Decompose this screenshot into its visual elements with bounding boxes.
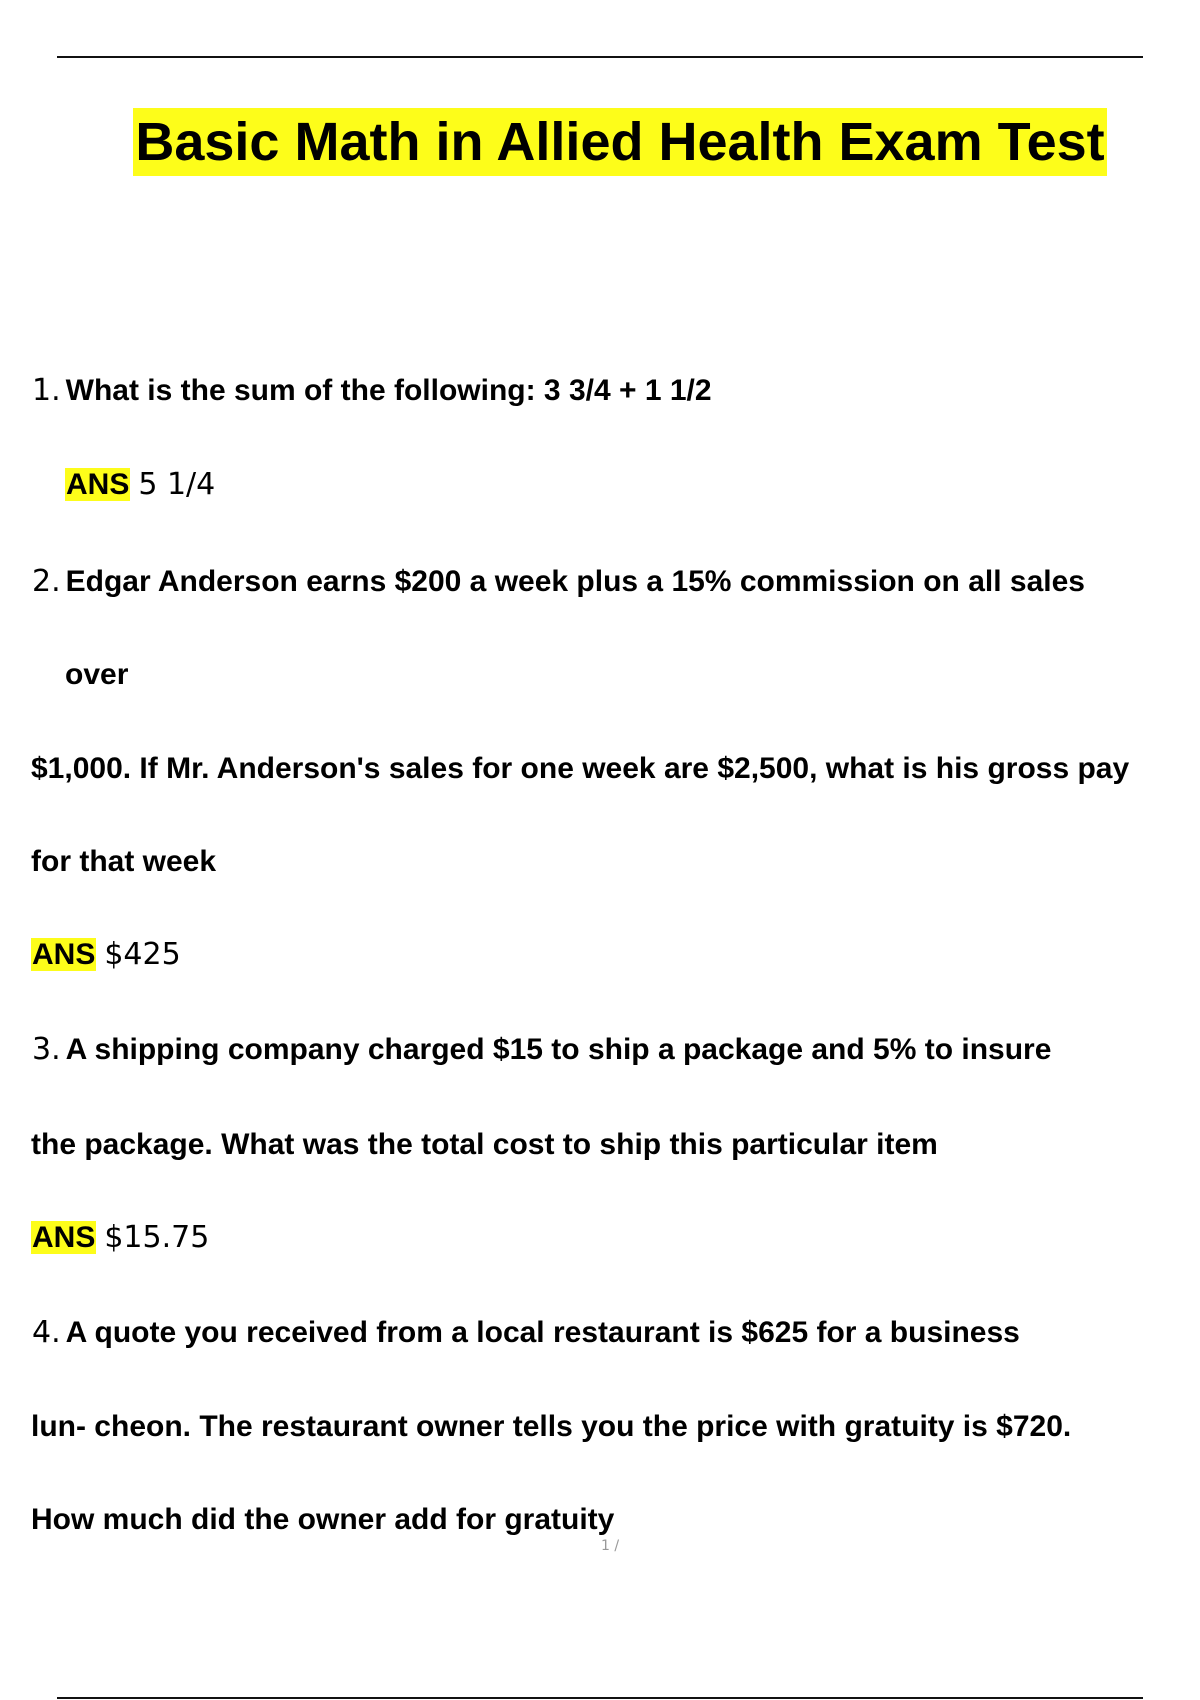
answer-3 — [31, 1220, 209, 1256]
question-2 — [32, 564, 1085, 600]
answer-1-label: ANS — [66, 468, 130, 501]
question-4-line-2: lun- cheon. The restaurant owner tells you the price with gratuity is $720. — [31, 1410, 1072, 1443]
question-3-number: 3. — [32, 1032, 61, 1067]
answer-1 — [65, 467, 215, 503]
question-4-line-1: A quote you received from a local restaurant is $625 for a business — [65, 1316, 1020, 1349]
question-3-line-2: the package. What was the total cost to ship this particular item — [31, 1128, 938, 1161]
question-4-number: 4. — [32, 1315, 61, 1350]
question-4-line-3: How much did the owner add for gratuity — [31, 1503, 615, 1536]
answer-2-label: ANS — [32, 938, 96, 971]
question-4 — [32, 1315, 1020, 1351]
question-2-line-2: over — [65, 658, 129, 691]
answer-2 — [31, 937, 181, 973]
question-2-line-1: Edgar Anderson earns $200 a week plus a 15% commission on all sales — [65, 565, 1085, 598]
answer-1-value: 5 1/4 — [138, 467, 216, 502]
question-3 — [32, 1032, 1051, 1068]
answer-3-label: ANS — [32, 1221, 96, 1254]
question-1-number: 1. — [32, 373, 61, 408]
answer-2-value: $425 — [104, 937, 181, 972]
bottom-rule — [57, 1697, 1143, 1699]
question-2-line-4: for that week — [31, 845, 217, 878]
top-rule — [57, 56, 1143, 58]
answer-3-value: $15.75 — [104, 1220, 210, 1255]
question-2-line-3: $1,000. If Mr. Anderson's sales for one week are $2,500, what is his gross pay — [31, 752, 1130, 785]
page-number: 1 / — [601, 1538, 620, 1554]
question-3-line-1: A shipping company charged $15 to ship a package and 5% to insure — [65, 1033, 1052, 1066]
question-1-line-1: What is the sum of the following: 3 3/4 + 1 1/2 — [65, 374, 712, 407]
document-title: Basic Math in Allied Health Exam Test — [133, 108, 1106, 176]
title-block — [0, 108, 1200, 176]
question-2-number: 2. — [32, 564, 61, 599]
question-1 — [32, 373, 712, 409]
